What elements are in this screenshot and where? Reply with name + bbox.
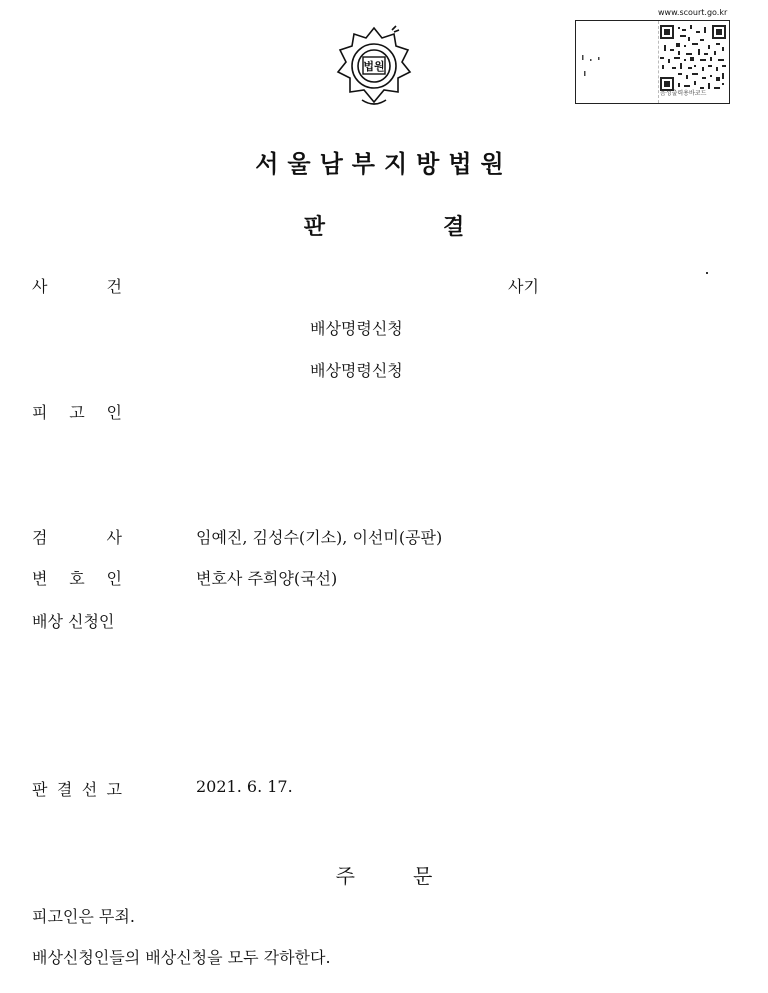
verdict-date-value: 2021. 6. 17. xyxy=(196,777,293,796)
order-title xyxy=(0,860,768,889)
prosecutor-label xyxy=(32,525,122,548)
label-char: 판 xyxy=(32,780,48,799)
verification-box xyxy=(575,20,730,104)
document-title xyxy=(0,210,768,241)
label-char: 결 xyxy=(56,780,73,799)
svg-text:법원: 법원 xyxy=(363,60,385,73)
qr-code-icon xyxy=(660,25,726,91)
label-char: 고 xyxy=(69,403,85,422)
verification-stamp-area xyxy=(576,21,659,103)
label-char: 사 xyxy=(32,277,48,296)
label-char: 인 xyxy=(106,403,122,422)
label-char: 사 xyxy=(106,528,122,547)
verdict-date-label xyxy=(32,777,122,800)
counsel-value: 변호사 주희양(국선) xyxy=(196,569,338,588)
label-char: 고 xyxy=(106,780,122,799)
counsel-label xyxy=(32,566,122,589)
order-title-char: 문 xyxy=(413,864,433,888)
order-line: 피고인은 무죄. xyxy=(32,907,135,926)
stray-mark xyxy=(706,272,708,274)
defendant-label xyxy=(32,400,122,423)
label-char: 피 xyxy=(32,403,48,422)
label-char: 선 xyxy=(81,780,98,799)
label-char: 건 xyxy=(106,277,122,296)
court-website-url[interactable]: www.scourt.go.kr xyxy=(658,8,728,17)
label-char: 인 xyxy=(106,569,122,588)
qr-caption: 음성출력용바코드 xyxy=(660,90,707,97)
court-name: 서울남부지방법원 xyxy=(255,150,513,178)
label-char: 호 xyxy=(69,569,85,588)
label-char: 변 xyxy=(32,569,48,588)
label-char: 검 xyxy=(32,528,48,547)
case-sub-item: 배상명령신청 xyxy=(310,319,403,338)
document-title-char: 판 xyxy=(303,215,325,240)
case-label xyxy=(32,274,122,297)
case-value: 사기 xyxy=(508,277,539,296)
order-line: 배상신청인들의 배상신청을 모두 각하한다. xyxy=(32,948,331,967)
prosecutor-value: 임예진, 김성수(기소), 이선미(공판) xyxy=(196,528,443,547)
court-emblem-icon xyxy=(332,22,416,110)
case-sub-item: 배상명령신청 xyxy=(310,361,403,380)
document-title-char: 결 xyxy=(443,215,465,240)
claimant-label: 배상 신청인 xyxy=(32,612,115,631)
order-title-char: 주 xyxy=(335,864,355,888)
